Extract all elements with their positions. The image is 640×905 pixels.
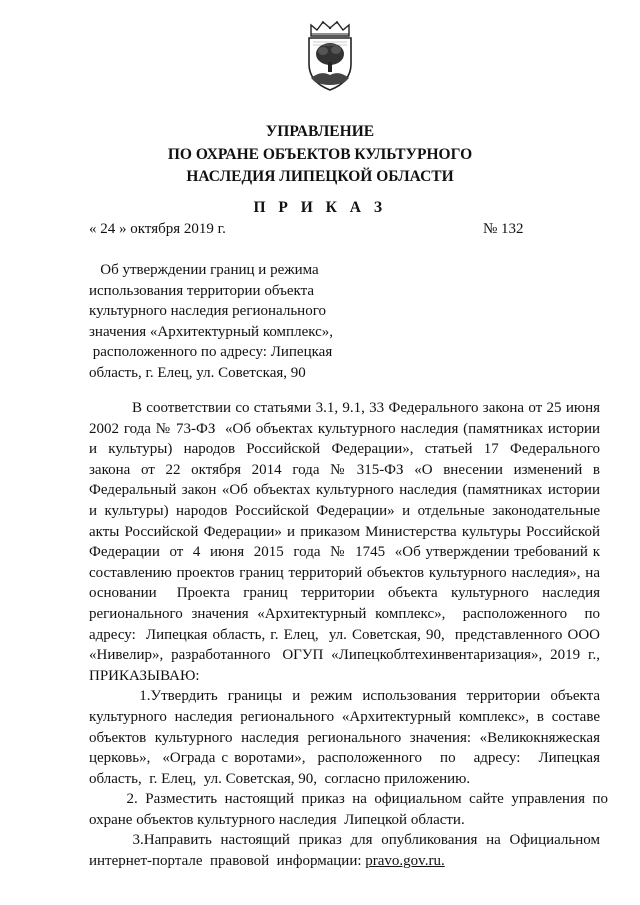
item-line	[89, 851, 600, 872]
preamble-line: 2002 года № 73-ФЗ «Об объектах культурного наследия (памятниках истории	[89, 420, 600, 437]
item-line: объектов культурного наследия регионального значения: «Великокняжеская	[89, 729, 600, 746]
order-number: № 132	[483, 221, 524, 237]
preamble-line: В соответствии со статьями 3.1, 9.1, 33 Федерального закона от 25 июня	[89, 400, 600, 416]
item-line: церковь», «Ограда с воротами», расположенного по адресу: Липецкая	[89, 750, 600, 767]
item-line: 3.Направить настоящий приказ для опубликования на Официальном	[89, 832, 600, 849]
item-line: 2. Разместить настоящий приказ на официальном сайте управления по	[89, 791, 609, 808]
item-line: охране объектов культурного наследия Липецкой области.	[89, 811, 465, 828]
preamble-line: и культуры) народов Российской Федерации», статьей 17 Федерального	[89, 441, 600, 458]
organization-name	[0, 121, 640, 189]
order-item-2	[89, 789, 609, 830]
org-line: НАСЛЕДИЯ ЛИПЕЦКОЙ ОБЛАСТИ	[186, 168, 454, 185]
preamble-paragraph	[89, 398, 600, 686]
preamble-line: «Нивелир», разработанного ОГУП «Липецкоблтехинвентаризация», 2019 г.,	[89, 647, 600, 664]
preamble-line: и культуры) народов Российской Федерации» и отдельные законодательные	[89, 502, 600, 519]
order-item-1	[89, 686, 600, 789]
preamble-line: Федерации от 4 июня 2015 года № 1745 «Об утверждении требований к	[89, 544, 600, 561]
item-line-text: интернет-портале правовой информации:	[89, 853, 366, 870]
preamble-line: закона от 22 октября 2014 года № 315-ФЗ «О внесении изменений в	[89, 461, 600, 478]
subject-line: культурного наследия регионального	[89, 303, 326, 320]
lipetsk-coat-of-arms-icon	[301, 20, 359, 92]
org-line: УПРАВЛЕНИЕ	[265, 123, 375, 140]
org-line: ПО ОХРАНЕ ОБЪЕКТОВ КУЛЬТУРНОГО	[167, 145, 473, 163]
subject-line: расположенного по адресу: Липецкая	[89, 344, 333, 361]
subject-line: значения «Архитектурный комплекс»,	[89, 323, 334, 340]
pravo-gov-link[interactable]: pravo.gov.ru.	[365, 853, 445, 870]
preamble-line: ПРИКАЗЫВАЮ:	[89, 667, 200, 684]
preamble-line: акты Российской Федерации» и приказом Министерства культуры Российской	[89, 523, 600, 540]
subject-line: область, г. Елец, ул. Советская, 90	[89, 364, 306, 381]
order-item-3	[89, 830, 600, 871]
preamble-line: адресу: Липецкая область, г. Елец, ул. Советская, 90, представленного ООО	[89, 626, 600, 643]
order-date: « 24 » октября 2019 г.	[89, 221, 226, 237]
preamble-line: составлению проектов границ территорий объектов культурного наследия», на	[89, 564, 600, 581]
item-line: область, г. Елец, ул. Советская, 90, согласно приложению.	[89, 770, 471, 787]
preamble-line: Федеральный закон «Об объектах культурного наследия (памятниках истории	[89, 482, 600, 499]
order-subject	[89, 260, 389, 384]
subject-line: Об утверждении границ и режима	[89, 262, 319, 278]
subject-line: использования территории объекта	[89, 282, 314, 299]
order-body	[89, 398, 609, 872]
document-type: П Р И К А З	[253, 199, 387, 216]
preamble-line: регионального значения «Архитектурный комплекс», расположенного по	[89, 605, 600, 622]
item-line: культурного наследия регионального «Архитектурный комплекс», в составе	[89, 708, 600, 725]
item-line: 1.Утвердить границы и режим использования территории объекта	[89, 688, 600, 705]
preamble-line: основании Проекта границ территории объекта культурного наследия	[89, 585, 600, 602]
